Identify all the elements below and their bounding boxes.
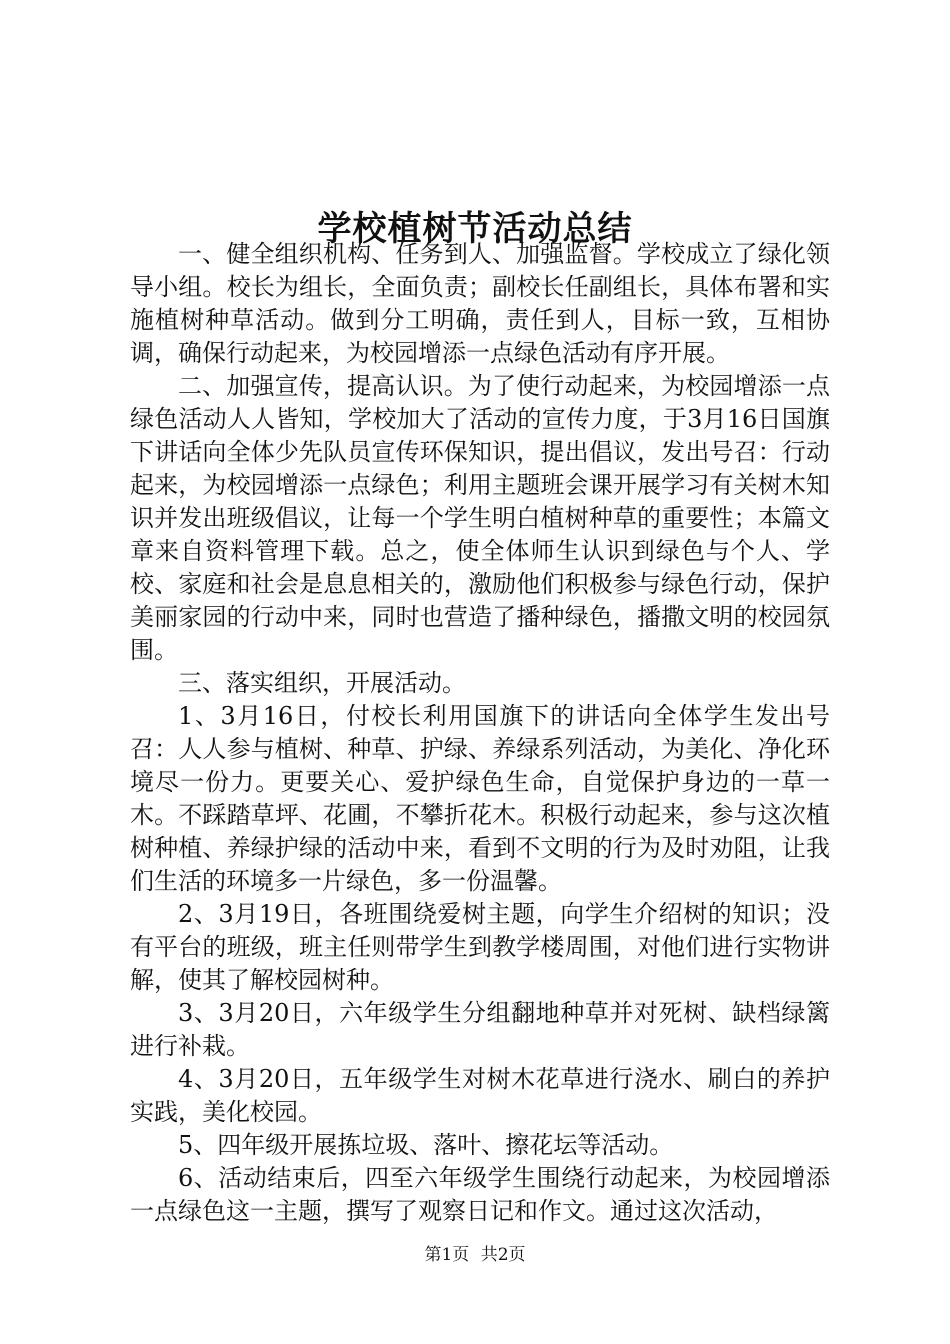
paragraph-item-3: 3、3月20日，六年级学生分组翻地种草并对死树、缺档绿篱进行补栽。 (130, 999, 830, 1060)
document-body (130, 238, 830, 1228)
document-title: 学校植树节活动总结 (317, 208, 633, 249)
paragraph-section-three: 三、落实组织，开展活动。 (178, 669, 466, 697)
page-footer: 第1页 共2页 (424, 1245, 526, 1265)
paragraph-item-1: 1、3月16日，付校长利用国旗下的讲话向全体学生发出号召：人人参与植树、种草、护绿、养绿系列活动，为美化、净化环境尽一份力。更要关心、爱护绿色生命，自觉保护身边的一草一木。不踩踏草坪、花圃，不攀折花木。积极行动起来，参与这次植树种植、养绿护绿的活动中来，看到不文明的行为及时劝阻，让我们生活的环境多一片绿色，多一份温馨。 (130, 702, 830, 895)
paragraph-item-6: 6、活动结束后，四至六年级学生围绕行动起来，为校园增添一点绿色这一主题，撰写了观察日记和作文。通过这次活动， (130, 1164, 830, 1225)
paragraph-organization: 一、健全组织机构、任务到人、加强监督。学校成立了绿化领导小组。校长为组长，全面负责；副校长任副组长，具体布署和实施植树种草活动。做到分工明确，责任到人，目标一致，互相协调，确保行动起来，为校园增添一点绿色活动有序开展。 (130, 240, 830, 367)
paragraph-publicity: 二、加强宣传，提高认识。为了使行动起来，为校园增添一点绿色活动人人皆知，学校加大了活动的宣传力度，于3月16日国旗下讲话向全体少先队员宣传环保知识，提出倡议，发出号召：行动起来，为校园增添一点绿色；利用主题班会课开展学习有关树木知识并发出班级倡议，让每一个学生明白植树种草的重要性；本篇文章来自资料管理下载。总之，使全体师生认识到绿色与个人、学校、家庭和社会是息息相关的，激励他们积极参与绿色行动，保护美丽家园的行动中来，同时也营造了播种绿色，播撒文明的校园氛围。 (130, 372, 830, 664)
paragraph-item-2: 2、3月19日，各班围绕爱树主题，向学生介绍树的知识；没有平台的班级，班主任则带学生到教学楼周围，对他们进行实物讲解，使其了解校园树种。 (130, 900, 830, 994)
paragraph-item-5: 5、四年级开展拣垃圾、落叶、擦花坛等活动。 (178, 1131, 674, 1159)
paragraph-item-4: 4、3月20日，五年级学生对树木花草进行浇水、刷白的养护实践，美化校园。 (130, 1065, 830, 1126)
